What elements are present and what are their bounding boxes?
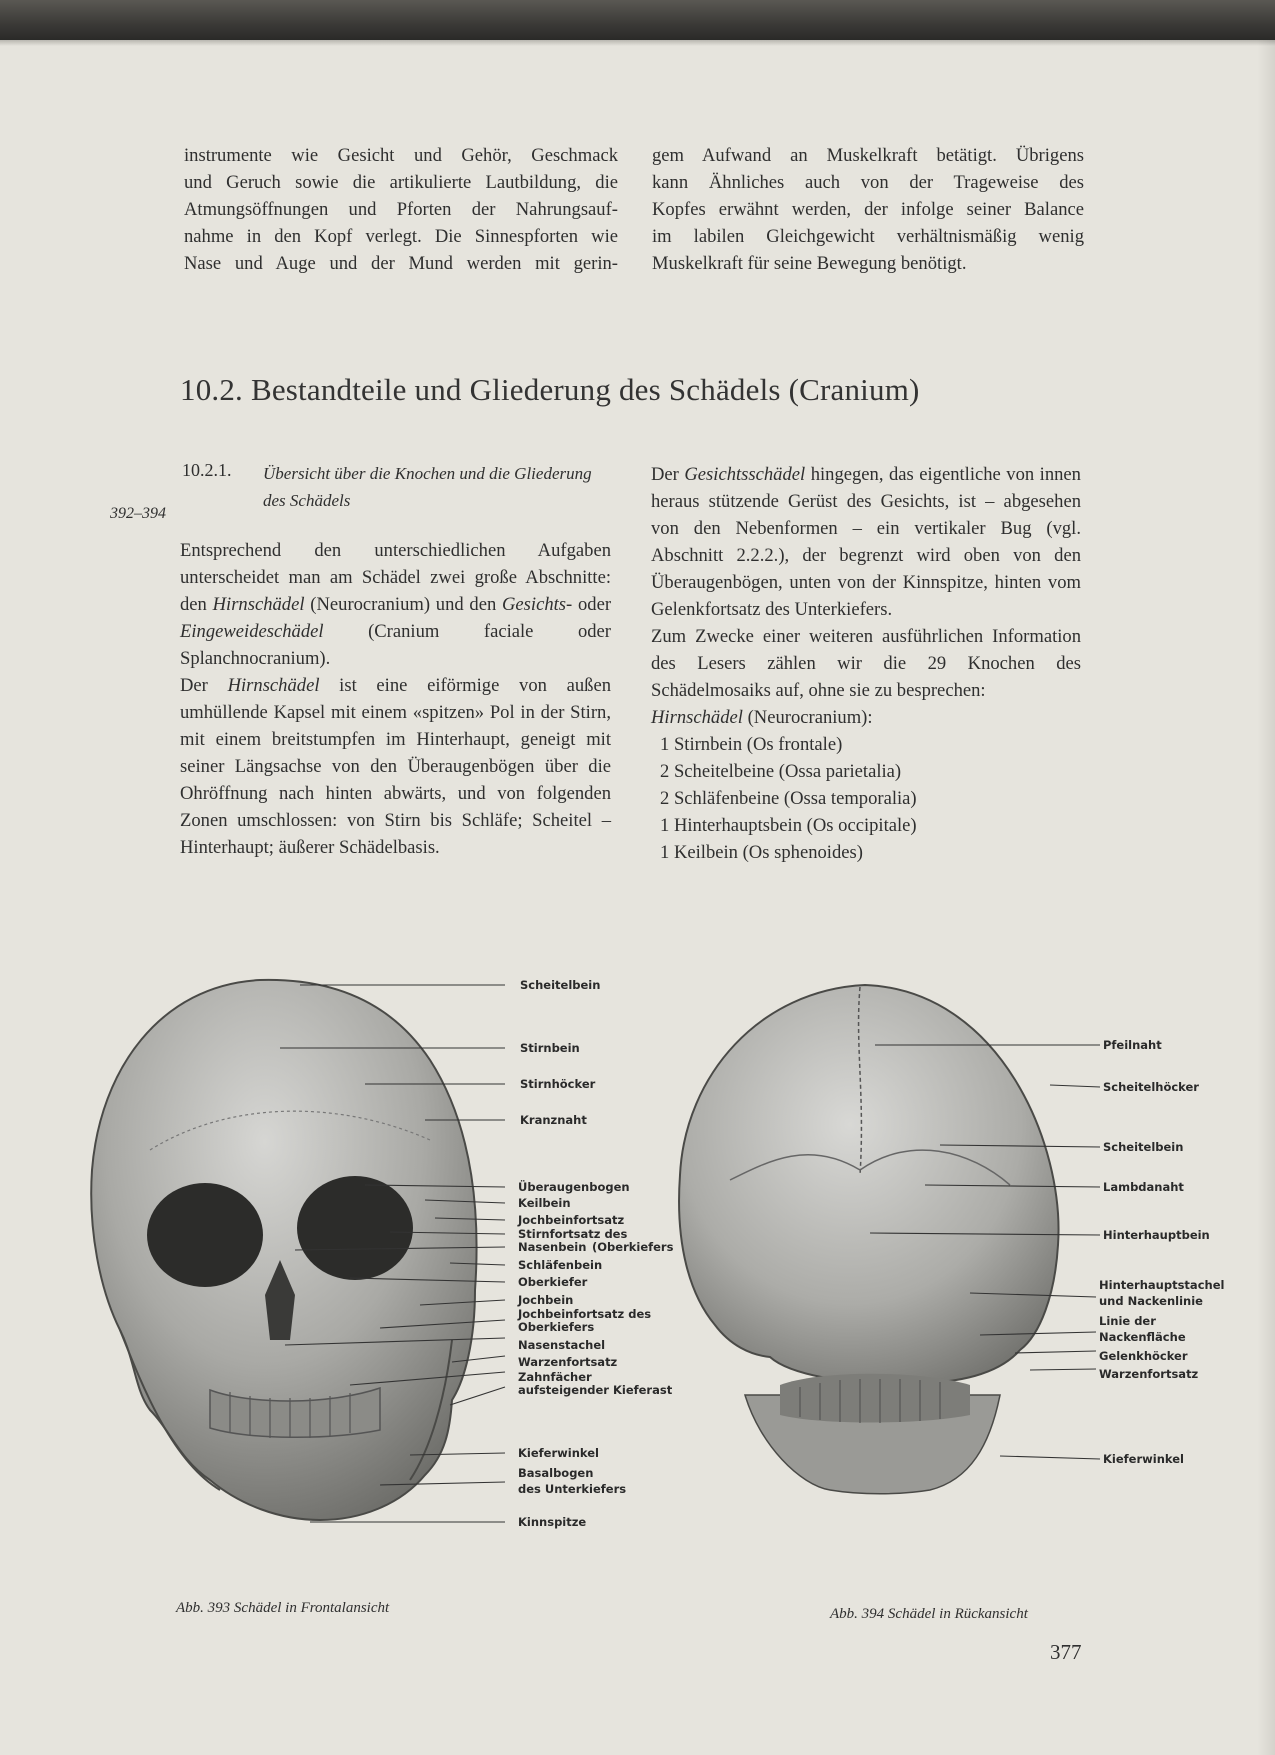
skull-back-drawing [679, 985, 1058, 1494]
top-left-column [184, 142, 618, 277]
label-oberkiefer: Oberkiefer [518, 1275, 588, 1289]
label-hinterhauptbein: Hinterhauptbein [1103, 1228, 1210, 1242]
label-jochbein: Jochbein [518, 1293, 574, 1307]
list-item: 2 Scheitelbeine (Ossa parietalia) [660, 761, 902, 782]
paragraph [180, 537, 611, 672]
label-scheitelhoecker: Scheitelhöcker [1103, 1080, 1199, 1094]
skull-back-figure [670, 975, 1240, 1505]
label-nackenflaeche: Nackenfläche [1099, 1330, 1186, 1344]
margin-figure-reference: 392–394 [110, 505, 166, 522]
text-run: (Cranium faciale oder Splanchnocranium). [180, 621, 611, 669]
label-des-unterkiefers: des Unterkiefers [518, 1482, 627, 1496]
section-title: 10.2. Bestandteile und Gliederung des Schädels (Cranium) [180, 372, 920, 407]
list-item: 1 Stirnbein (Os frontale) [660, 734, 843, 755]
label-scheitelbein: Scheitelbein [520, 978, 601, 992]
label-jochbeinfortsatz-des: Jochbeinfortsatz des [518, 1307, 652, 1321]
paragraph [651, 704, 1081, 731]
bone-list [651, 731, 1081, 866]
left-main-column [180, 537, 611, 861]
text-line: gem Aufwand an Muskelkraft betätigt. Übrigens [652, 145, 1084, 166]
subsection-title-line: des Schädels [263, 491, 351, 510]
label-gelenkhoecker: Gelenkhöcker [1099, 1349, 1188, 1363]
label-lambdanaht: Lambdanaht [1103, 1180, 1184, 1194]
text-line: nahme in den Kopf verlegt. Die Sinnespforten wie [184, 226, 618, 247]
text-run: hingegen, das eigentliche von innen heraus stützende Gerüst des Gesichts, ist – abgesehen von den Nebenformen – ein vertikaler Bug (vgl. Abschnitt 2.2.2.), der begrenzt wird oben von den Überaugenbögen, unten von der Kinnspitze, hinten vom Gelenkfortsatz des Unterkiefers. [651, 464, 1081, 620]
caption-back: Abb. 394 Schädel in Rückansicht [830, 1606, 1028, 1622]
label-keilbein: Keilbein [518, 1196, 571, 1210]
paragraph [651, 461, 1081, 623]
text-line: Nase und Auge und der Mund werden mit gerin- [184, 253, 618, 274]
label-warzenfortsatz: Warzenfortsatz [518, 1355, 618, 1369]
label-aufsteigender-kieferast: aufsteigender Kieferast [518, 1383, 673, 1397]
subsection-number: 10.2.1. [182, 460, 232, 480]
label-hinterhauptstachel: Hinterhauptstachel [1099, 1278, 1225, 1292]
label-linie-der: Linie der [1099, 1314, 1156, 1328]
label-basalbogen: Basalbogen [518, 1466, 594, 1480]
page-edge [0, 40, 1275, 46]
label-warzenfortsatz-back: Warzenfortsatz [1099, 1367, 1199, 1381]
list-item: 1 Keilbein (Os sphenoides) [660, 842, 863, 863]
text-line: Atmungsöffnungen und Pforten der Nahrungsauf- [184, 199, 618, 220]
subsection-title-line: Übersicht über die Knochen und die Gliederung [263, 464, 592, 483]
label-stirnfortsatz: Stirnfortsatz des [518, 1227, 628, 1241]
label-oberkiefers: Oberkiefers [518, 1320, 595, 1334]
caption-front: Abb. 393 Schädel in Frontalansicht [176, 1600, 390, 1616]
text-line: und Geruch sowie die artikulierte Lautbildung, die [184, 172, 618, 193]
label-nasenstachel: Nasenstachel [518, 1338, 606, 1352]
label-nackenlinie: und Nackenlinie [1099, 1294, 1203, 1308]
paragraph [180, 672, 611, 861]
label-kieferwinkel-back: Kieferwinkel [1103, 1452, 1184, 1466]
label-zahnfaecher: Zahnfächer [518, 1370, 592, 1384]
term: Gesichtsschädel [684, 464, 806, 485]
term: Hirnschädel [212, 594, 305, 615]
list-item: 1 Hinterhauptsbein (Os occipitale) [660, 815, 917, 836]
text-run: Entsprechend den unterschiedlichen Aufgaben unterscheidet man am Schädel zwei große Abschnitte: den [180, 540, 611, 615]
text-run: Der [180, 675, 228, 696]
label-kinnspitze: Kinnspitze [518, 1515, 587, 1529]
label-stirnbein: Stirnbein [520, 1041, 580, 1055]
page-shade [1257, 40, 1275, 1755]
text-line: kann Ähnliches auch von der Trageweise des [652, 172, 1084, 193]
front-labels [517, 978, 674, 1529]
text-line: Kopfes erwähnt werden, der infolge seiner Balance [652, 199, 1084, 220]
text-run: (Neurocranium): [742, 707, 873, 728]
book-spine-shadow [0, 0, 1275, 40]
label-schlaefenbein: Schläfenbein [518, 1258, 603, 1272]
right-main-column [651, 461, 1081, 866]
skull-front-figure [80, 960, 690, 1540]
text-line: im labilen Gleichgewicht verhältnismäßig wenig [652, 226, 1084, 247]
subsection-title [263, 460, 633, 514]
text-run: Der [651, 464, 685, 485]
term: Hirnschädel [651, 707, 743, 728]
label-pfeilnaht: Pfeilnaht [1103, 1038, 1162, 1052]
text-run: oder [572, 594, 612, 615]
label-jochbeinfortsatz: Jochbeinfortsatz [518, 1213, 625, 1227]
page-number: 377 [1050, 1640, 1082, 1664]
label-nasenbein: Nasenbein [518, 1240, 587, 1254]
text-line: instrumente wie Gesicht und Gehör, Geschmack [184, 145, 618, 166]
term: Hirnschädel [227, 675, 320, 696]
text-run: (Neurocranium) und den [304, 594, 502, 615]
label-kieferwinkel: Kieferwinkel [518, 1446, 599, 1460]
label-stirnhoecker: Stirnhöcker [520, 1077, 596, 1091]
label-oberkiefers-bracket: (Oberkiefers [592, 1240, 674, 1254]
label-ueberaugenbogen: Überaugenbogen [518, 1180, 630, 1194]
term: Eingeweideschädel [180, 621, 324, 642]
back-labels [1099, 1038, 1224, 1466]
text-run: ist eine eiförmige von außen umhüllende Kapsel mit einem «spitzen» Pol in der Stirn, mit einem breitstumpfen im Hinterhaupt, geneigt mit seiner Längsachse von den Überaugenbögen über die Ohröffnung nach hinten abwärts, und von folgenden Zonen umschlossen: von Stirn bis Schläfe; Scheitel – Hinterhaupt; äußerer Schädelbasis. [180, 675, 611, 858]
label-kranznaht: Kranznaht [520, 1113, 587, 1127]
skull-front-drawing [91, 980, 476, 1520]
list-item: 2 Schläfenbeine (Ossa temporalia) [660, 788, 917, 809]
paragraph: Zum Zwecke einer weiteren ausführlichen Information des Lesers zählen wir die 29 Knochen des Schädelmosaiks auf, ohne sie zu besprechen: [651, 626, 1081, 701]
label-scheitelbein-back: Scheitelbein [1103, 1140, 1184, 1154]
top-right-column [652, 142, 1084, 277]
text-line: Muskelkraft für seine Bewegung benötigt. [652, 253, 967, 274]
term: Gesichts- [502, 594, 573, 615]
